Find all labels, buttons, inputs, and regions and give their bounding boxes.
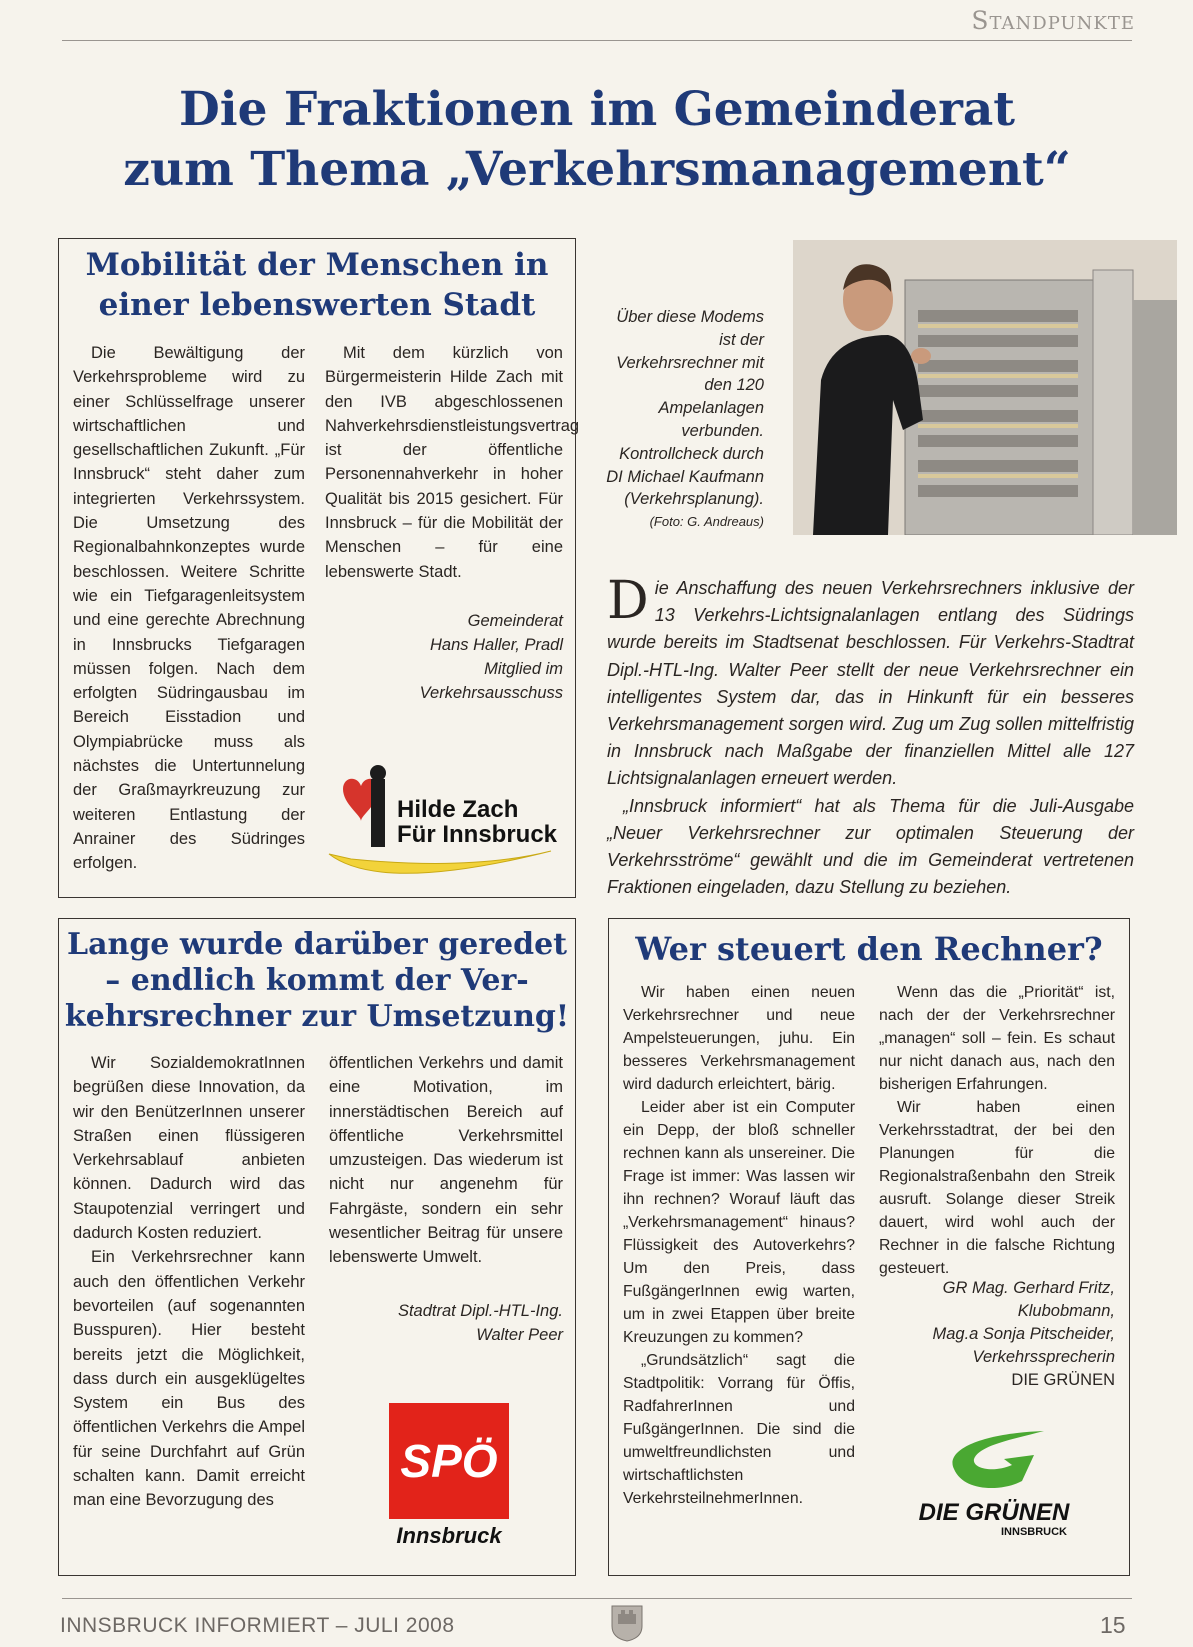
paragraph: Wir SozialdemokratInnen begrüßen diese Innovation, da wir den BenützerInnen unserer Straßen einen flüssigeren Verkehrsablauf anbieten können. Dadurch wird das Staupotenzial verringert und dadurch Kosten reduziert. <box>73 1054 305 1243</box>
spoe-logo-mark: SPÖ <box>389 1403 509 1519</box>
gruene-logo <box>899 1429 1089 1538</box>
signature-line: Stadtrat Dipl.-HTL-Ing. <box>397 1302 563 1320</box>
photo-caption <box>600 306 764 534</box>
author-signature <box>325 609 563 705</box>
article-title-line1: Mobilität der Menschen in <box>85 247 549 283</box>
photo-credit: (Foto: G. Andreaus) <box>649 514 764 530</box>
signature-line: Walter Peer <box>476 1326 563 1344</box>
article-title: Wer steuert den Rechner? <box>635 930 1103 968</box>
spoe-logo <box>389 1403 509 1549</box>
article-title-line3: kehrsrechner zur Umsetzung! <box>64 999 570 1034</box>
paragraph: Wenn das die „Priorität“ ist, nach der der Verkehrsrechner „managen“ soll – fein. Es schaut nur nicht danach aus, nach den bisherigen Erfahrungen. <box>879 984 1115 1093</box>
signature-line: Klubobmann, <box>1017 1302 1115 1320</box>
paragraph: Leider aber ist ein Computer ein Depp, der bloß schneller rechnen kann als unsereiner. Die Frage ist immer: Was lassen wir ihn rechnen? Worauf läuft das „Verkehrsmanagement“ hinaus? Flüssigkeit des Autoverkehrs? Um den Preis, dass FußgängerInnen ewig warten, um in zwei Etappen über breite Kreuzungen zu kommen? <box>623 1099 855 1346</box>
paragraph: Ein Verkehrsrechner kann auch den öffentlichen Verkehr bevorteilen (auf sogenannten Busspuren). Hier besteht bereits jetzt die Möglichkeit, dass durch ein ausgeklügeltes System ein Bus des öffentlichen Verkehrs die Ampel für seine Durchfahrt auf Grün schalten kann. Damit erreicht man eine Bevorzugung des <box>73 1248 305 1510</box>
paragraph: Die Bewältigung der Verkehrsprobleme wird zu einer Schlüsselfrage unserer wirtschaftlichen und gesellschaftlichen Zukunft. „Für Innsbruck“ steht daher zum integrierten Verkehrssystem. Die Umsetzung des Regionalbahnkonzeptes wurde beschlossen. Weitere Schritte wie ein Tiefgaragenleitsystem und eine gerechte Abrechnung in Innsbrucks Tiefgaragen müssen folgen. Nach dem erfolgten Südringausbau im Bereich Eisstadion und Olympiabrücke muss als nächstes die Untertunnelung der Graßmayrkreuzung zur weiteren Entlastung der Anrainer des Südringes erfolgen. <box>73 344 305 873</box>
spoe-logo-sub: Innsbruck <box>396 1523 502 1548</box>
article-column-1 <box>73 341 305 876</box>
signature-line: Mitglied im <box>484 660 563 678</box>
article-column-2 <box>329 1051 563 1270</box>
header-rule <box>62 40 1132 41</box>
article-title <box>59 245 575 325</box>
gruene-logo-text: DIE GRÜNEN <box>918 1499 1070 1526</box>
signature-line: GR Mag. Gerhard Fritz, <box>942 1279 1115 1297</box>
paragraph: „Grundsätzlich“ sagt die Stadtpolitik: Vorrang für Öffis, RadfahrerInnen und FußgängerInnen. Die sind die umweltfreundlichsten und wirtschaftlichsten VerkehrsteilnehmerInnen. <box>623 1352 855 1507</box>
section-label: Standpunkte <box>971 6 1135 35</box>
gruene-logo-sub: INNSBRUCK <box>1001 1526 1067 1538</box>
city-crest-icon <box>610 1604 644 1642</box>
intro-text <box>607 571 1134 901</box>
paragraph: öffentlichen Verkehrs und damit eine Motivation, im innerstädtischen Bereich auf öffentliche Verkehrsmittel umzusteigen. Das wiederum ist nicht nur angenehm für Fahrgäste, sondern ein sehr wesentlicher Beitrag für unsere lebenswerte Umwelt. <box>329 1054 563 1267</box>
footer-publication: INNSBRUCK INFORMIERT – JULI 2008 <box>60 1614 455 1637</box>
intro-paragraph: „Innsbruck informiert“ hat als Thema für die Juli-Ausgabe „Neuer Verkehrsrechner zur optimalen Steuerung der Verkehrsströme“ gewählt und die im Gemeinderat vertretenen Fraktionen eingeladen, dazu Stellung zu beziehen. <box>607 795 1134 898</box>
paragraph: Wir haben einen neuen Verkehrsrechner und neue Ampelsteuerungen, juhu. Ein besseres Verkehrsmanagement wird dadurch erleichtert, bärig. <box>623 984 855 1093</box>
article-title-line1: Lange wurde darüber geredet <box>66 927 568 962</box>
article-gruene <box>608 918 1130 1576</box>
page-title-line1: Die Fraktionen im Gemeinderat <box>178 82 1016 137</box>
drop-cap: D <box>607 571 649 631</box>
article-title-line2: – endlich kommt der Ver- <box>105 963 529 998</box>
article-spoe <box>58 918 576 1576</box>
signature-line: Mag.a Sonja Pitscheider, <box>932 1325 1115 1343</box>
paragraph: Mit dem kürzlich von Bürgermeisterin Hilde Zach mit den IVB abgeschlossenen Nahverkehrsdienstleistungsvertrag ist der öffentliche Personennahverkehr in hoher Qualität bis 2015 gesichert. Für Innsbruck – für die Mobilität der Menschen – für eine lebenswerte Stadt. <box>325 344 580 581</box>
gruene-logo-icon <box>934 1429 1054 1495</box>
article-title <box>59 927 575 1035</box>
hilde-zach-logo <box>321 759 567 884</box>
signature-line: Verkehrssprecherin <box>972 1348 1115 1366</box>
article-column-1 <box>623 981 855 1510</box>
page-title <box>62 80 1132 200</box>
article-column-2 <box>325 341 580 584</box>
page-title-line2: zum Thema „Verkehrsmanagement“ <box>123 142 1071 197</box>
article-column-2 <box>879 981 1115 1280</box>
footer-rule <box>62 1598 1132 1599</box>
intro-paragraph-text: ie Anschaffung des neuen Verkehrsrechners inklusive der 13 Verkehrs-Lichtsignalanlagen entlang des Südrings wurde bereits im Stadtsenat beschlossen. Für Verkehrs-Stadtrat Dipl.-HTL-Ing. Walter Peer stellt der neue Verkehrsrechner ein intelligentes System dar, das in Hinkunft für ein besseres Verkehrsmanagement sorgen wird. Zug um Zug sollen mittelfristig in Innsbruck nach Maßgabe der finanziellen Mittel alle 127 Lichtsignalanlagen erneuert werden. <box>607 578 1134 789</box>
logo-line2: Für Innsbruck <box>397 821 558 848</box>
intro-paragraph <box>607 571 1134 793</box>
signature-line: Verkehrsausschuss <box>419 684 563 702</box>
article-title-line2: einer lebenswerten Stadt <box>98 287 536 323</box>
signature-line: DIE GRÜNEN <box>1011 1371 1115 1389</box>
author-signature <box>879 1277 1115 1392</box>
article-fuer-innsbruck <box>58 238 580 898</box>
caption-text: Über diese Modems ist der Verkehrsrechner mit den 120 Ampelanlagen verbunden. Kontrollcheck durch DI Michael Kaufmann (Verkehrsplanung). <box>606 308 764 509</box>
article-column-1 <box>73 1051 305 1513</box>
signature-line: Gemeinderat <box>467 612 563 630</box>
photo-traffic-computer <box>793 240 1177 535</box>
photo-illustration <box>793 240 1177 535</box>
logo-line1: Hilde Zach <box>397 796 519 823</box>
paragraph: Wir haben einen Verkehrsstadtrat, der bei den Planungen für die Regionalstraßenbahn den Streik ausruft. Solange dieser Streik dauert, wird wohl auch der Rechner in die falsche Richtung gesteuert. <box>879 1099 1115 1277</box>
author-signature <box>329 1299 563 1347</box>
page-number: 15 <box>1100 1612 1126 1638</box>
signature-line: Hans Haller, Pradl <box>430 636 563 654</box>
